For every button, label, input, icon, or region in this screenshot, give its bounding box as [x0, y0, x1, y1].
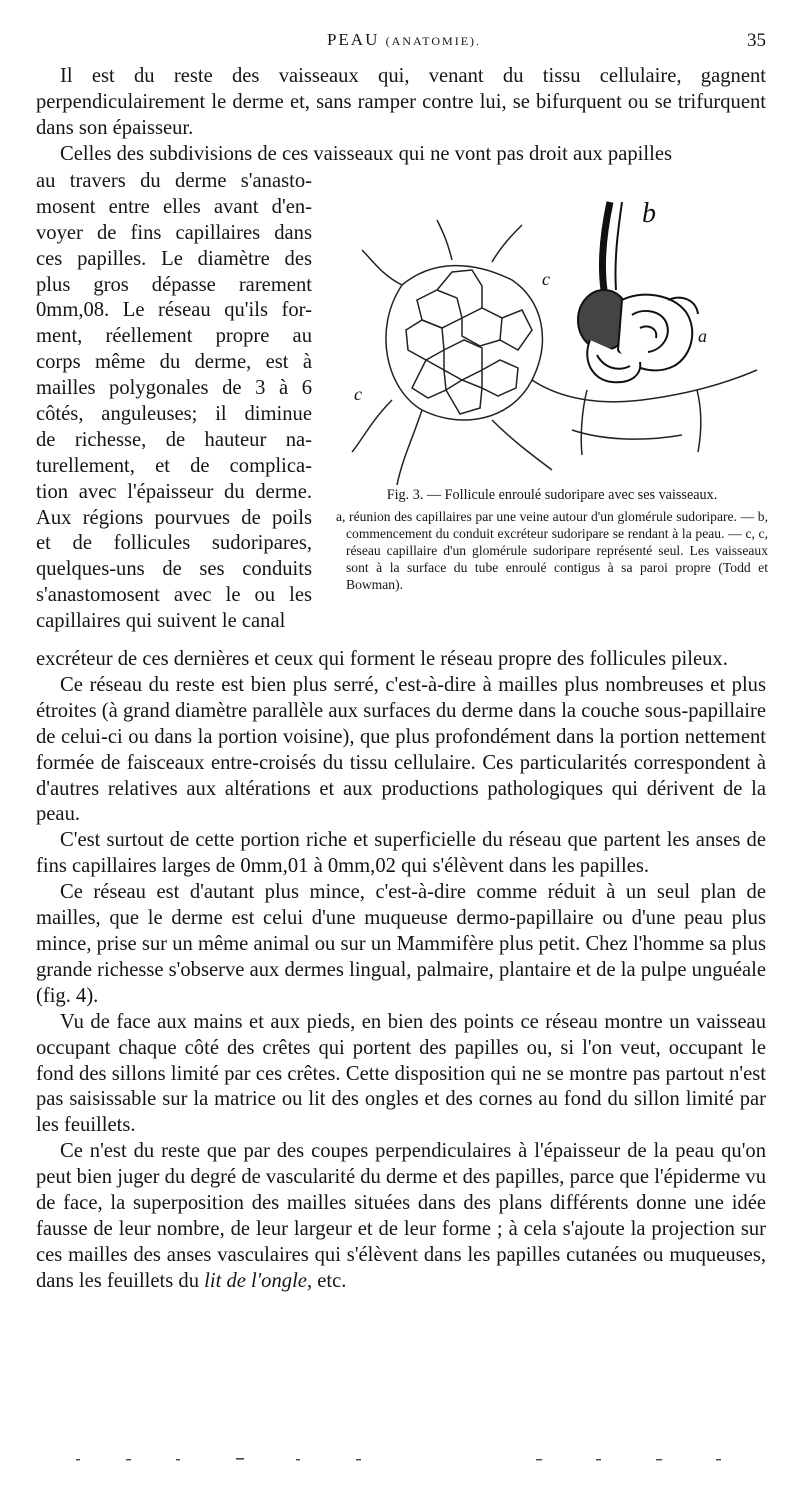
running-head: PEAU (ANATOMIE). [326, 30, 482, 49]
paragraph-4: C'est surtout de cette portion riche et superficielle du réseau que partent les anses de fins capillaires larges de 0mm,01 à 0mm,02 qui s'élèvent dans les papilles. [36, 829, 766, 878]
excretory-duct-illustration [602, 202, 610, 290]
figure-caption [336, 487, 768, 593]
paragraph-6: Vu de face aux mains et aux pieds, en bien des points ce réseau montre un vaisseau occupant chaque côté des crêtes qui portent des papilles ou, si l'on veut, occupant le fond des sillons limité par ces crêtes. Cette disposition qui ne se montre pas partout n'est pas saisissable sur la matrice ou lit des ongles et des cornes au fond du sillon limité par les feuillets. [36, 1010, 766, 1137]
wrapped-line: voyer de fins capillaires dans [36, 221, 312, 244]
wrapped-line: Aux régions pourvues de poils [36, 506, 312, 529]
wrapped-line: mosent entre elles avant d'en- [36, 195, 312, 218]
figure-caption-title: Fig. 3. — Follicule enroulé sudoripare avec ses vaisseaux. [386, 487, 718, 503]
running-header [38, 30, 770, 56]
figure-label-c-left: c [354, 384, 362, 404]
figure-caption-body: a, réunion des capillaires par une veine autour d'un glomérule sudoripare. — b, commencement du conduit excréteur sudoripare se rendant à la peau. — c, c, réseau capillaire d'un glomérule sudoripare représenté seul. Les vaisseaux sont à la surface du tube enroulé contigus à sa paroi propre (Todd et Bowman). [336, 509, 768, 592]
wrapped-line: turellement, et de complica- [36, 454, 312, 477]
figure-label-a: a [698, 326, 707, 346]
paragraph-1-block [36, 64, 766, 168]
paragraph-2-lead: Celles des subdivisions de ces vaisseaux qui ne vont pas droit aux papilles [60, 142, 672, 165]
running-head-subtitle: (ANATOMIE). [385, 34, 482, 48]
figure-sweat-gland [342, 190, 766, 490]
paragraph-1: Il est du reste des vaisseaux qui, venant du tissu cellulaire, gagnent perpendiculairement le derme et, sans ramper contre lui, se bifurquent ou se trifurquent dans son épaisseur. [36, 65, 766, 139]
figure-label-b: b [642, 198, 656, 229]
wrapped-line: ces papilles. Le diamètre des [36, 247, 312, 270]
italic-term: lit de l'ongle [204, 1269, 307, 1292]
gland-coil-illustration [578, 290, 698, 382]
wrapped-line: s'anastomosent avec le ou les [36, 584, 312, 607]
figure-label-c: c [542, 269, 550, 289]
wrapped-line: et de follicules sudoripares, [36, 532, 312, 555]
wrapped-line: tion avec l'épaisseur du derme. [36, 480, 312, 503]
paragraph-5: Ce réseau est d'autant plus mince, c'est-à-dire comme réduit à un seul plan de mailles, que le derme est celui d'une muqueuse dermo-papillaire ou d'une peau plus mince, prise sur un même animal ou sur un Mammifère plus petit. Chez l'homme sa plus grande richesse s'observe aux dermes lingual, palmaire, plantaire et de la pulpe unguéale (fig. 4). [36, 881, 766, 1007]
capillary-network-illustration [352, 220, 757, 485]
wrapped-line: de richesse, de hauteur na- [36, 428, 312, 451]
wrapped-line: corps même du derme, est à [36, 351, 312, 374]
wrapped-line: 0mm,08. Le réseau qu'ils for- [36, 299, 312, 322]
paragraph-2-tail: excréteur de ces dernières et ceux qui forment le réseau propre des follicules pileux. [36, 648, 728, 670]
paragraph-3: Ce réseau du reste est bien plus serré, c'est-à-dire à mailles plus nombreuses et plus étroites (à grand diamètre parallèle aux surfaces du derme dans la couche sous-papillaire de celui-ci ou dans la portion voisine), que plus profondément dans la portion nettement formée de faisceaux entre-croisés du tissu cellulaire. Ces particularités correspondent à d'autres relatives aux altérations et aux productions pathologiques qui dérivent de la peau. [36, 673, 766, 826]
wrapped-line: capillaires qui suivent le canal [36, 610, 286, 633]
wrapped-line: quelques-uns de ses conduits [36, 558, 312, 581]
wrapped-line: plus gros dépasse rarement [36, 273, 312, 296]
wrapped-line: côtés, anguleuses; il diminue [36, 403, 312, 426]
wrapped-column [36, 169, 312, 635]
page-number: 35 [747, 30, 766, 51]
wrapped-line: ment, réellement propre au [36, 325, 312, 348]
paragraph-7: Ce n'est du reste que par des coupes perpendiculaires à l'épaisseur de la peau qu'on peut bien juger du degré de vascularité du derme et des papilles, parce que l'épiderme vu de face, la superposition des mailles situées dans des plans différents donne une idée fausse de leur nombre, de leur largeur et de leur forme ; à cela s'ajoute la projection sur ces mailles des anses vasculaires qui s'élèvent dans les papilles cutanées ou muqueuses, dans les feuillets du lit de l'ongle, etc. [36, 1140, 766, 1292]
footer-print-marks [36, 1454, 766, 1464]
body-text-continued [36, 647, 766, 1295]
wrapped-line: mailles polygonales de 3 à 6 [36, 377, 312, 400]
wrapped-line: au travers du derme s'anasto- [36, 170, 312, 192]
